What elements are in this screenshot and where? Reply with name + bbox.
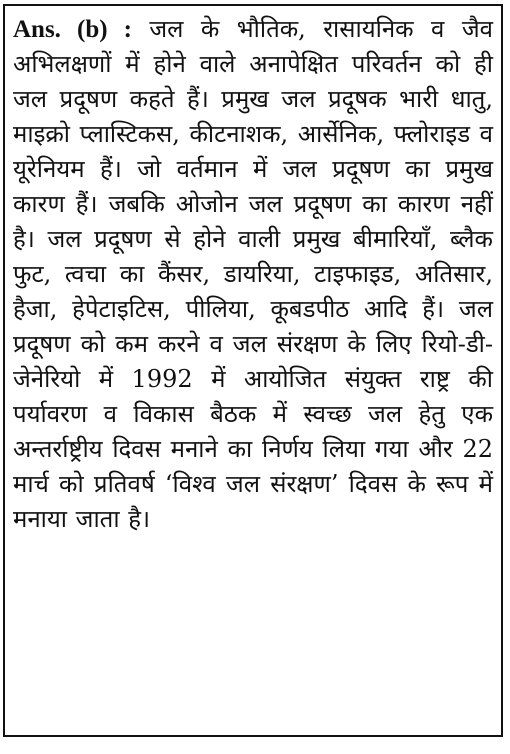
answer-paragraph bbox=[13, 12, 493, 537]
cropped-next-line bbox=[60, 741, 490, 754]
answer-label: Ans. (b) : bbox=[13, 16, 132, 43]
answer-body: जल के भौतिक, रासायनिक व जैव अभिलक्षणों में होने वाले अनापेक्षित परिवर्तन को ही जल प्रदूषण कहते हैं। प्रमुख जल प्रदूषक भारी धातु, माइक्रो प्लास्टिकस, कीटनाशक, आर्सेनिक, फ्लोराइड व यूरेनियम हैं। जो वर्तमान में जल प्रदूषण का प्रमुख कारण हैं। जबकि ओजोन जल प्रदूषण का कारण नहीं है। जल प्रदूषण से होने वाली प्रमुख बीमारियाँ, ब्लैक फुट, त्वचा का कैंसर, डायरिया, टाइफाइड, अतिसार, हैजा, हेपेटाइटिस, पीलिया, कूबडपीठ आदि हैं। जल प्रदूषण को कम करने व जल संरक्षण के लिए रियो-डी-जेनेरियो में 1992 में आयोजित संयुक्त राष्ट्र की पर्यावरण व विकास बैठक में स्वच्छ जल हेतु एक अन्तर्राष्ट्रीय दिवस मनाने का निर्णय लिया गया और 22 मार्च को प्रतिवर्ष ‘विश्व जल संरक्षण’ दिवस के रूप में मनाया जाता है। bbox=[13, 15, 493, 533]
answer-box bbox=[3, 4, 503, 737]
